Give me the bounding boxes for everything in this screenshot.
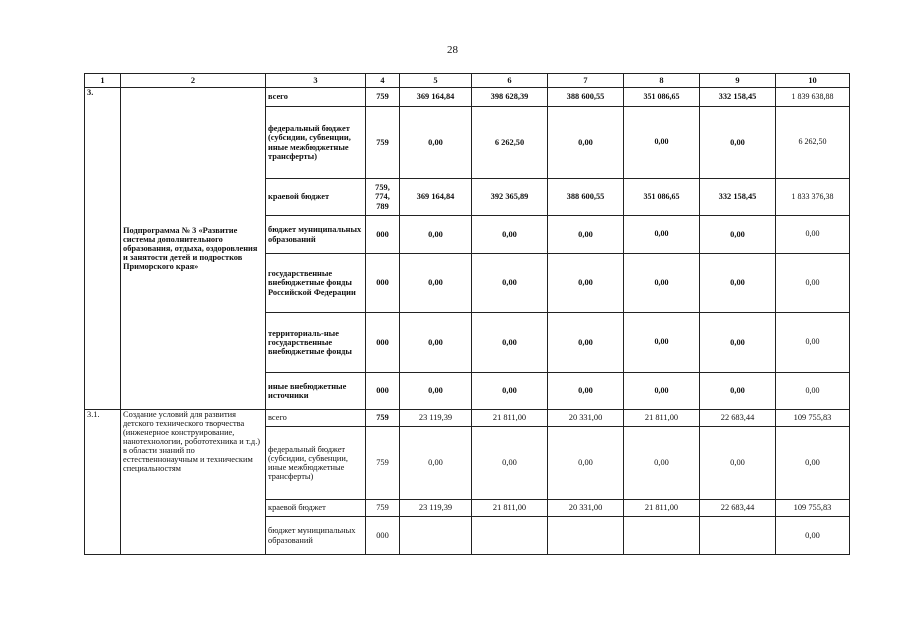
- value-cell: 0,00: [548, 373, 624, 410]
- source-cell: иные внебюджетные источники: [266, 373, 366, 410]
- value-cell: 0,00: [472, 216, 548, 254]
- table-row: [85, 88, 850, 107]
- section-number: 3.1.: [85, 410, 121, 555]
- value-cell: 0,00: [400, 107, 472, 179]
- value-cell: 388 600,55: [548, 88, 624, 107]
- code-cell: 759: [366, 88, 400, 107]
- value-cell: [700, 517, 776, 555]
- value-cell: 21 811,00: [472, 500, 548, 517]
- value-cell: 0,00: [472, 254, 548, 313]
- value-cell: 0,00: [548, 427, 624, 500]
- source-cell: всего: [266, 410, 366, 427]
- value-cell: 398 628,39: [472, 88, 548, 107]
- value-cell: 0,00: [776, 427, 850, 500]
- header-cell: 5: [400, 74, 472, 88]
- value-cell: 0,00: [400, 373, 472, 410]
- value-cell: 0,00: [700, 254, 776, 313]
- code-cell: 000: [366, 313, 400, 373]
- value-cell: 0,00: [548, 313, 624, 373]
- value-cell: 0,00: [624, 254, 700, 313]
- header-cell: 3: [266, 74, 366, 88]
- value-cell: 0,00: [624, 427, 700, 500]
- table-row: [85, 410, 850, 427]
- value-cell: 0,00: [472, 313, 548, 373]
- value-cell: 0,00: [776, 517, 850, 555]
- section-number: 3.: [85, 88, 121, 410]
- value-cell: 0,00: [624, 216, 700, 254]
- code-cell: 000: [366, 373, 400, 410]
- value-cell: 388 600,55: [548, 179, 624, 216]
- source-cell: бюджет муниципальных образований: [266, 517, 366, 555]
- header-cell: 4: [366, 74, 400, 88]
- value-cell: 0,00: [776, 313, 850, 373]
- table-body: [85, 74, 850, 555]
- value-cell: 23 119,39: [400, 500, 472, 517]
- header-cell: 10: [776, 74, 850, 88]
- value-cell: 21 811,00: [624, 410, 700, 427]
- value-cell: [548, 517, 624, 555]
- value-cell: 6 262,50: [472, 107, 548, 179]
- section-title: Подпрограмма № 3 «Развитие системы дополнительного образования, отдыха, оздоровления и занятости детей и подростков Приморского края»: [121, 88, 266, 410]
- value-cell: 0,00: [624, 107, 700, 179]
- code-cell: 759, 774, 789: [366, 179, 400, 216]
- value-cell: 6 262,50: [776, 107, 850, 179]
- value-cell: 0,00: [700, 427, 776, 500]
- value-cell: 109 755,83: [776, 500, 850, 517]
- value-cell: 0,00: [624, 373, 700, 410]
- header-row: [85, 74, 850, 88]
- value-cell: 351 086,65: [624, 88, 700, 107]
- value-cell: 332 158,45: [700, 88, 776, 107]
- value-cell: 369 164,84: [400, 179, 472, 216]
- header-cell: 9: [700, 74, 776, 88]
- code-cell: 000: [366, 254, 400, 313]
- value-cell: 0,00: [700, 216, 776, 254]
- value-cell: 0,00: [472, 373, 548, 410]
- value-cell: 0,00: [700, 107, 776, 179]
- value-cell: [624, 517, 700, 555]
- value-cell: [400, 517, 472, 555]
- code-cell: 759: [366, 410, 400, 427]
- value-cell: 21 811,00: [472, 410, 548, 427]
- value-cell: 1 833 376,38: [776, 179, 850, 216]
- header-cell: 6: [472, 74, 548, 88]
- value-cell: 0,00: [400, 313, 472, 373]
- source-cell: бюджет муниципальных образований: [266, 216, 366, 254]
- value-cell: 369 164,84: [400, 88, 472, 107]
- value-cell: 0,00: [400, 254, 472, 313]
- value-cell: 21 811,00: [624, 500, 700, 517]
- code-cell: 759: [366, 427, 400, 500]
- code-cell: 759: [366, 500, 400, 517]
- value-cell: 0,00: [624, 313, 700, 373]
- source-cell: территориаль-ные государственные внебюджетные фонды: [266, 313, 366, 373]
- code-cell: 000: [366, 216, 400, 254]
- header-cell: 7: [548, 74, 624, 88]
- value-cell: 392 365,89: [472, 179, 548, 216]
- source-cell: федеральный бюджет (субсидии, субвенции, иные межбюджетные трансферты): [266, 427, 366, 500]
- source-cell: краевой бюджет: [266, 500, 366, 517]
- value-cell: 0,00: [776, 373, 850, 410]
- header-cell: 2: [121, 74, 266, 88]
- value-cell: 0,00: [548, 216, 624, 254]
- value-cell: 20 331,00: [548, 500, 624, 517]
- value-cell: 0,00: [400, 216, 472, 254]
- source-cell: федеральный бюджет (субсидии, субвенции, иные межбюджетные трансферты): [266, 107, 366, 179]
- value-cell: 0,00: [776, 216, 850, 254]
- value-cell: 0,00: [548, 254, 624, 313]
- section-title: Создание условий для развития детского технического творчества (инженерное конструирование, нанотехнологии, робототехника и т.д.) в области знаний по естественнонаучным и техническим специальностям: [121, 410, 266, 555]
- value-cell: 23 119,39: [400, 410, 472, 427]
- source-cell: всего: [266, 88, 366, 107]
- header-cell: 1: [85, 74, 121, 88]
- value-cell: 22 683,44: [700, 410, 776, 427]
- value-cell: 332 158,45: [700, 179, 776, 216]
- header-cell: 8: [624, 74, 700, 88]
- code-cell: 759: [366, 107, 400, 179]
- value-cell: [472, 517, 548, 555]
- value-cell: 0,00: [776, 254, 850, 313]
- value-cell: 0,00: [472, 427, 548, 500]
- code-cell: 000: [366, 517, 400, 555]
- value-cell: 0,00: [700, 373, 776, 410]
- value-cell: 20 331,00: [548, 410, 624, 427]
- value-cell: 1 839 638,88: [776, 88, 850, 107]
- value-cell: 351 086,65: [624, 179, 700, 216]
- value-cell: 109 755,83: [776, 410, 850, 427]
- page-number: 28: [447, 44, 458, 56]
- value-cell: 0,00: [400, 427, 472, 500]
- source-cell: краевой бюджет: [266, 179, 366, 216]
- budget-table: [84, 73, 850, 555]
- value-cell: 0,00: [700, 313, 776, 373]
- source-cell: государственные внебюджетные фонды Российской Федерации: [266, 254, 366, 313]
- value-cell: 0,00: [548, 107, 624, 179]
- value-cell: 22 683,44: [700, 500, 776, 517]
